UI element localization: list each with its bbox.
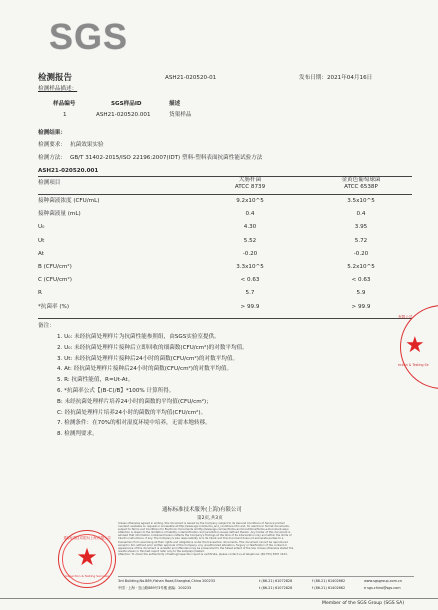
sgs-id-header: SGS样品ID <box>111 101 142 107</box>
address-cn-email: e sgs.china@sgs.com <box>364 586 401 590</box>
note-item: 7. 检测条件：在70%的相对湿度环境中培养，无需本地转移。 <box>57 420 211 427</box>
member-text: Member of the SGS Group (SGS SA) <box>322 601 405 606</box>
result-value-ecoli: < 0.63 <box>240 277 260 284</box>
result-value-staph: -0.20 <box>353 250 369 257</box>
results-section-label: 检测结果： <box>38 130 66 136</box>
disclaimer-line: Client's instructions, if any. The Company's sole responsibility is to its Client and this document does not exonerate parties to a <box>118 537 284 541</box>
member-rule <box>0 598 438 599</box>
address-cn-fax: f (86-21) 61402662 <box>312 586 346 590</box>
note-item: 4. At: 经抗菌处理样片接种后24小时的菌数(CFU/cm²)的对数平均值。 <box>57 366 233 373</box>
report-date: 发布日期：2021年04月16日 <box>299 75 373 81</box>
disclaimer-line: advised that information contained hereon reflects the Company's findings at the time of its intervention only and within the limits of <box>118 534 292 538</box>
request-label: 检测要求： <box>38 142 66 148</box>
note-item: 8. 检测判要求。 <box>57 431 98 438</box>
result-value-ecoli: > 99.9 <box>240 303 260 310</box>
result-value-ecoli: 9.2x10^5 <box>236 198 264 204</box>
result-value-staph: 3.5x10^5 <box>347 198 375 204</box>
result-item-label: 接种菌液浓度 (CFU/mL) <box>38 198 100 204</box>
sample-no-header: 样品编号 <box>53 101 76 107</box>
note-item: 6. *抗菌率公式【(B-C)/B】*100% 计算所得。 <box>57 388 175 394</box>
notes-label: 备注： <box>38 323 55 329</box>
result-sample-id: ASH21-020520.001 <box>38 168 99 174</box>
disclaimer-line: results shown in this test report refer only to the sample(s) tested. <box>118 549 205 553</box>
disclaimer-line: appearance of this document is unlawful and offenders may be prosecuted to the fullest extent of the law. Unless otherwise stated the <box>118 546 294 550</box>
result-value-ecoli: 5.7 <box>245 290 255 297</box>
seal-star-icon: ★ <box>76 543 98 571</box>
result-item-label: *抗菌率 (%) <box>38 303 70 310</box>
col2-code: ATCC 6538P <box>344 184 378 190</box>
sample-description: 货架样品 <box>169 112 192 118</box>
result-value-staph: > 99.9 <box>351 303 371 310</box>
result-value-staph: 5.9 <box>356 290 366 297</box>
result-item-label: C (CFU/cm²) <box>38 277 72 284</box>
disclaimer-line: except in full, without prior written approval of the Company. Any unauthorized alteration, forgery or falsification of the content or <box>118 543 288 547</box>
disclaimer-line: Unless otherwise agreed in writing, this document is issued by the Company subject to its General Conditions of Service printed <box>118 522 285 525</box>
result-value-staph: 0.4 <box>356 211 366 218</box>
disclaimer-line: Attention: To check the authenticity of testing/inspection report & certificate, please contact us at telephone: (86-755) 8307 1443, <box>118 552 288 556</box>
result-value-staph: 5.2x10^5 <box>347 264 375 270</box>
description-header: 描述 <box>169 101 181 107</box>
disclaimer-line: subject to Terms and Conditions for Electronic Documents at http://www.sgs.com/en/Terms-and-Conditions/Terms-e-Document.aspx. <box>118 528 290 532</box>
result-item-label: U₀ <box>38 224 45 231</box>
note-item: B: 未经抗菌处理样片培养24小时的菌数的平均值(CFU/cm²)； <box>57 398 212 405</box>
note-item: 5. R: 抗菌性能值，R=Ut-At。 <box>57 377 134 384</box>
note-item: C: 经抗菌处理样片培养24小时的菌数的平均值(CFU/cm²)。 <box>57 409 207 416</box>
sample-description-label: 检测样品描述： <box>38 86 78 92</box>
result-value-staph: < 0.63 <box>351 277 371 284</box>
col2-title: 金黄色葡萄球菌 <box>341 177 381 183</box>
col1-code: ATCC 8739 <box>234 184 266 190</box>
address-en-web: www.sgsgroup.com.cn <box>364 579 403 583</box>
result-value-ecoli: -0.20 <box>242 250 258 257</box>
result-value-ecoli: 4.30 <box>243 224 257 231</box>
footer-rule <box>118 576 414 577</box>
table-bottom-rule <box>38 318 412 319</box>
report-title: 检测报告 <box>38 73 73 83</box>
result-value-ecoli: 5.52 <box>243 237 257 244</box>
col1-title: 大肠杆菌 <box>238 177 262 183</box>
edge-seal-subtitle: ection & Testing Se <box>398 363 429 367</box>
result-item-label: 接种菌液量 (mL) <box>38 211 81 218</box>
sgs-id: ASH21-020520.001 <box>96 112 151 118</box>
note-item: 2. U₀: 未经抗菌处理样片接种后立即回收的细菌数(CFU/cm²)的对数平均值。 <box>57 344 248 351</box>
result-value-staph: 5.72 <box>354 237 368 244</box>
note-item: 3. Ut: 未经抗菌处理样片接种后24小时的菌数(CFU/cm²)的对数平均值。 <box>57 355 239 362</box>
method-value: GB/T 31402-2015/ISO 22196:2007(IDT) 塑料-塑料表面抗菌性能试验方法 <box>70 155 263 161</box>
disclaimer-line: transaction from exercising all their rights and obligations under the transaction documents. This document cannot be reproduced <box>118 540 288 544</box>
table-header-rule <box>38 194 412 195</box>
disclaimer-line: Attention is drawn to the limitation of liability, indemnification and jurisdiction issues defined therein. Any holder of this document is <box>118 531 291 535</box>
address-en-fax: f (86-21) 61402662 <box>312 579 346 583</box>
note-item: 1. U₀: 未经抗菌处理样片为抗菌性能参照组，由SGS实验室提供。 <box>57 334 220 340</box>
result-value-staph: 3.95 <box>354 224 368 231</box>
address-en-phone: t (86-21) 61072828 <box>259 579 293 583</box>
method-label: 检测方法： <box>38 155 66 161</box>
company-seal <box>58 530 116 588</box>
address-en: 3rd Building,No.889,Yishan Road,Shanghai,China 200233 <box>118 579 216 583</box>
address-cn: 中国 · 上海 · 宜山路889号3号楼 邮编：200233 <box>118 586 192 590</box>
edge-seal-star-icon: ★ <box>405 333 425 358</box>
seal-title: 通标标准技术服务(上海)有限公司 <box>63 536 111 540</box>
sample-no: 1 <box>63 112 67 118</box>
result-item-label: Ut <box>38 237 45 244</box>
result-item-label: R <box>38 290 42 297</box>
result-value-ecoli: 3.3x10^5 <box>236 264 264 270</box>
disclaimer-line: overleaf, available on request or accessible at http://www.sgs.com/terms_and_conditions.htm and, for electronic format documents, <box>118 525 290 529</box>
result-item-label: At <box>38 250 44 257</box>
item-column-header: 检测项目 <box>38 180 61 186</box>
result-value-ecoli: 0.4 <box>245 211 255 218</box>
footer-disclaimer <box>118 522 408 562</box>
request-value: 抗菌效果实验 <box>70 142 104 148</box>
report-number: ASH21-020520-01 <box>165 75 217 81</box>
result-item-label: B (CFU/cm²) <box>38 264 72 270</box>
address-cn-phone: t (86-21) 61072828 <box>259 586 293 590</box>
edge-seal <box>396 305 438 395</box>
sgs-logo: SGS <box>49 16 129 57</box>
seal-subtitle: Inspection & Testing Services <box>65 574 109 578</box>
footer-company: 通标标准技术服务(上海)有限公司 <box>162 507 242 513</box>
footer-page: 第2页,共3页 <box>197 516 223 521</box>
edge-seal-title: 有限公司 <box>398 315 413 319</box>
